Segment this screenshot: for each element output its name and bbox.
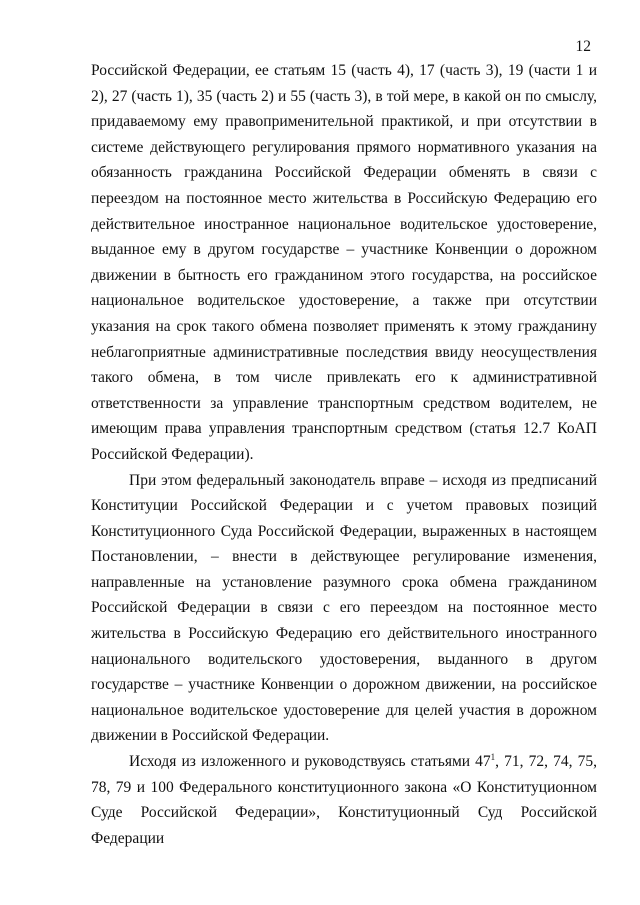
paragraph-1: Российской Федерации, ее статьям 15 (часть 4), 17 (часть 3), 19 (части 1 и 2), 27 (часть 1), 35 (часть 2) и 55 (часть 3), в той мере, в какой он по смыслу, придаваемому ему правоприменительной практикой, и при отсутствии в системе действующего регулирования прямого нормативного указания на обязанность гражданина Российской Федерации обменять в связи с переездом на постоянное место жительства в Российскую Федерацию его действительное иностранное национальное водительское удостоверение, выданное ему в другом государстве – участнике Конвенции о дорожном движении в бытность его гражданином этого государства, на российское национальное водительское удостоверение, а также при отсутствии указания на срок такого обмена позволяет применять к этому гражданину неблагоприятные административные последствия ввиду неосуществления такого обмена, в том числе привлекать его к административной ответственности за управление транспортным средством водителем, не имеющим права управления транспортным средством (статья 12.7 КоАП Российской Федерации). [91, 62, 597, 463]
superscript-article-index: 1 [490, 752, 496, 763]
paragraph-3 [91, 749, 597, 851]
paragraph-2: При этом федеральный законодатель вправе – исходя из предписаний Конституции Российской Федерации и с учетом правовых позиций Конституционного Суда Российской Федерации, выраженных в настоящем Постановлении, – внести в действующее регулирование изменения, направленные на установление разумного срока обмена гражданином Российской Федерации в связи с его переездом на постоянное место жительства в Российскую Федерацию его действительного иностранного национального водительского удостоверения, выданного в другом государстве – участнике Конвенции о дорожном движении, на российское национальное водительское удостоверение для целей участия в дорожном движении в Российской Федерации. [91, 471, 597, 745]
paragraph-3-text-start: Исходя из изложенного и руководствуясь статьями 47 [129, 753, 491, 771]
document-body [91, 58, 597, 851]
paragraph-3-text-end: , 71, 72, 74, 75, 78, 79 и 100 Федерального конституционного закона «О Конституционном Суде Российской Федерации», Конституционный Суд Российской Федерации [91, 753, 597, 847]
page-number: 12 [575, 38, 591, 55]
